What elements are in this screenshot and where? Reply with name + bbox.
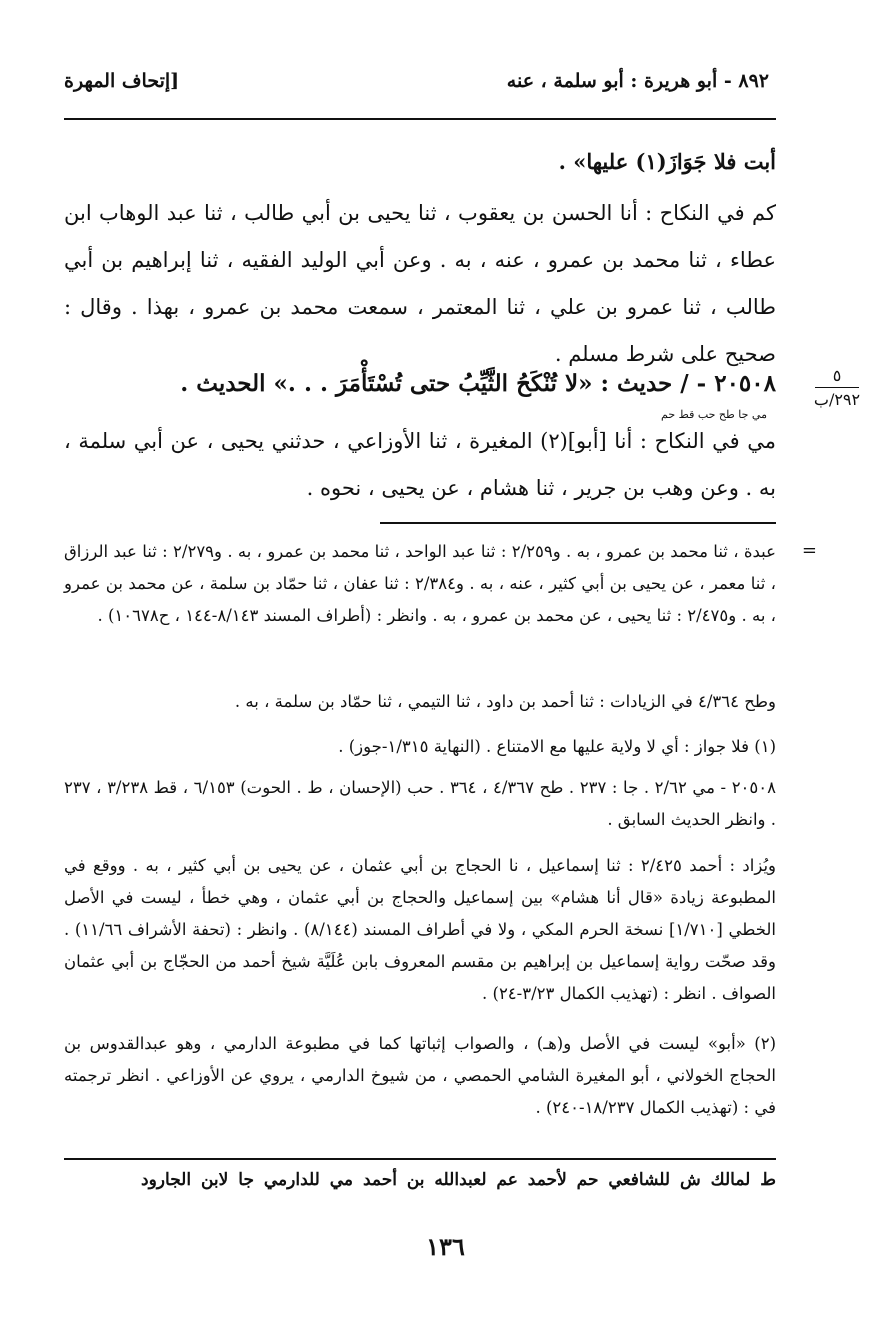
- margin-reference: [807, 366, 867, 409]
- footnote-tahawi: [64, 686, 776, 718]
- page-number: ١٣٦: [426, 1232, 465, 1261]
- entry-isnad: [64, 418, 776, 512]
- continuation-mark: =: [801, 540, 817, 561]
- header-rule: [64, 118, 776, 120]
- footnote-text: ويُزاد : أحمد ٢/٤٢٥ : ثنا إسماعيل ، نا الحجاج بن أبي عثمان ، عن يحيى بن أبي كثير ، به . ووقع في المطبوعة زيادة «قال أنا هشام» بين إسماعيل والحجاج بن أبي عثمان ، وهي خطأ ، ليست في الأصل الخطي [١/٧١٠] نسخة الحرم المكي ، ولا في أطراف المسند (٨/١٤٤) . وانظر : (تحفة الأشراف ١١/٦٦) . وقد صحّت رواية إسماعيل بن إبراهيم بن مقسم المعروف بابن عُلَيَّة شيخ أحمد من الحجّاج بن أبي عثمان الصواف . انظر : (تهذيب الكمال ٣/٢٣-٢٤) .: [64, 856, 776, 1003]
- isnad-paragraph: [64, 190, 776, 378]
- hadith-text-end: أبت فلا جَوَازَ(١) عليها» .: [558, 149, 776, 174]
- source-sigla: مي جا طح حب قط حم: [661, 408, 767, 421]
- running-header-book: [إتحاف المهرة: [64, 70, 180, 92]
- footnote-additions: [64, 850, 776, 1010]
- margin-reference-folio: ٢٩٢/ب: [813, 390, 861, 409]
- abbreviation-legend: ط لمالك ش للشافعي حم لأحمد عم لعبدالله بن أحمد مي للدارمي جا لابن الجارود: [141, 1170, 776, 1190]
- hadith-entry-heading: ٢٠٥٠٨ - / حديث : «لا تُنْكَحُ الثَّيِّبُ حتى تُسْتَأْمَرَ . . .» الحديث .: [180, 370, 776, 397]
- footer-rule: [64, 1158, 776, 1160]
- footnote-text: عبدة ، ثنا محمد بن عمرو ، به . و٢/٢٥٩ : ثنا عبد الواحد ، ثنا محمد بن عمرو ، به . و٢/٢٧٩ : ثنا عبد الرزاق ، ثنا معمر ، عن يحيى بن أبي كثير ، عنه ، به . و٢/٣٨٤ : ثنا عفان ، ثنا حمّاد بن سلمة ، عن محمد بن عمرو ، به . و٢/٤٧٥ : ثنا يحيى ، عن محمد بن عمرو ، به . وانظر : (أطراف المسند ٨/١٤٣-١٤٤ ، ح١٠٦٧٨) .: [64, 542, 776, 625]
- margin-reference-number: ٥: [832, 366, 842, 385]
- footnote-text: ٢٠٥٠٨ - مي ٢/٦٢ . جا : ٢٣٧ . طح ٤/٣٦٧ ، ٣٦٤ . حب (الإحسان ، ط . الحوت) ٦/١٥٣ ، قط ٣/٢٣٨ ، ٢٣٧ . وانظر الحديث السابق .: [64, 778, 776, 829]
- isnad-text: كم في النكاح : أنا الحسن بن يعقوب ، ثنا يحيى بن أبي طالب ، ثنا عبد الوهاب ابن عطاء ، ثنا محمد بن عمرو ، عنه ، به . وعن أبي الوليد الفقيه ، ثنا إبراهيم بن أبي طالب ، ثنا عمرو بن علي ، ثنا المعتمر ، سمعت محمد بن عمرو ، بهذا . وقال : صحيح على شرط مسلم .: [64, 201, 776, 366]
- running-header-title: ٨٩٢ - أبو هريرة : أبو سلمة ، عنه: [506, 70, 769, 92]
- footnote-text: (٢) «أبو» ليست في الأصل و(هـ) ، والصواب إثباتها كما في مطبوعة الدارمي ، وهو عبدالقدوس بن الحجاج الخولاني ، أبو المغيرة الشامي الحمصي ، من شيوخ الدارمي ، يروي عن الأوزاعي . انظر ترجمته في : (تهذيب الكمال ١٨/٢٣٧-٢٤٠) .: [64, 1034, 776, 1117]
- footnote-text: وطح ٤/٣٦٤ في الزيادات : ثنا أحمد بن داود ، ثنا التيمي ، ثنا حمّاد بن سلمة ، به .: [234, 692, 776, 711]
- entry-isnad-text: مي في النكاح : أنا [أبو](٢) المغيرة ، ثنا الأوزاعي ، حدثني يحيى ، عن أبي سلمة ، به . وعن وهب بن جرير ، ثنا هشام ، عن يحيى ، نحوه .: [64, 429, 776, 500]
- footnote-1: [64, 731, 776, 763]
- footnote-continued: [64, 536, 776, 632]
- footnote-2: [64, 1028, 776, 1124]
- margin-reference-rule: [815, 387, 859, 388]
- footnote-text: (١) فلا جواز : أي لا ولاية عليها مع الامتناع . (النهاية ١/٣١٥-جوز) .: [338, 737, 776, 756]
- footnote-takhrij: [64, 772, 776, 836]
- footnote-rule: [380, 522, 776, 524]
